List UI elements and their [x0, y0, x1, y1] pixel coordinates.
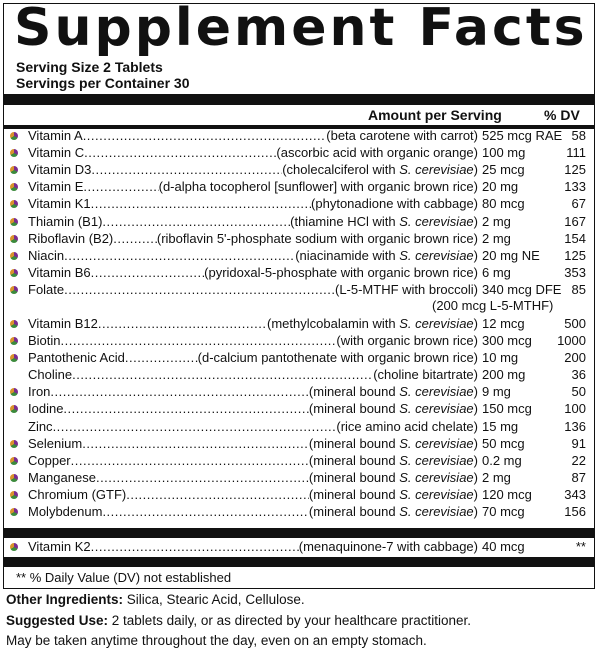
- nutrient-amount: 20 mg NE: [482, 247, 540, 263]
- nutrient-label-group: [28, 248, 478, 264]
- nutrient-source: (mineral bound S. cerevisiae): [308, 401, 478, 417]
- dot-leader: [91, 539, 299, 555]
- nutrient-label-group: [28, 487, 478, 503]
- nutrient-source: (cholecalciferol with S. cerevisiae): [282, 162, 478, 178]
- nutrient-source: (d-calcium pantothenate with organic brown rice): [197, 350, 478, 366]
- nutrient-daily-value: 58: [571, 128, 586, 143]
- nutrient-amount: 10 mg: [482, 350, 519, 366]
- whole-food-leaf-icon: [10, 337, 18, 345]
- nutrient-amount: 70 mcg: [482, 504, 525, 519]
- nutrient-amount: 2 mg: [482, 469, 511, 485]
- nutrient-name: Molybdenum: [28, 504, 103, 519]
- nutrient-amount: 2 mg: [482, 213, 511, 229]
- nutrient-label-group: [28, 316, 478, 332]
- thick-rule: [4, 94, 594, 105]
- nutrient-label-group: [28, 436, 478, 452]
- whole-food-leaf-icon: [10, 286, 18, 294]
- whole-food-leaf-icon: [10, 200, 18, 208]
- nutrient-name: Vitamin B6: [28, 264, 91, 280]
- whole-food-leaf-icon: [10, 269, 18, 277]
- nutrient-name: Biotin: [28, 333, 61, 348]
- dot-leader: [126, 487, 309, 503]
- nutrient-name: Copper: [28, 452, 71, 468]
- nutrient-row: [8, 470, 586, 486]
- nutrient-name: Vitamin K2: [28, 539, 91, 554]
- suggested-use-text: 2 tablets daily, or as directed by your healthcare practitioner.: [108, 613, 471, 628]
- other-ingredients: [6, 591, 305, 609]
- nutrient-name: Choline: [28, 367, 73, 383]
- nutrient-row: [8, 196, 586, 212]
- nutrient-label-group: [28, 214, 478, 230]
- nutrient-row: [8, 367, 586, 383]
- amount-per-serving-header: Amount per Serving: [368, 107, 502, 123]
- nutrient-name: Chromium (GTF): [28, 486, 127, 502]
- footnote: ** % Daily Value (DV) not established: [16, 570, 232, 585]
- nutrient-source: (rice amino acid chelate): [336, 418, 478, 434]
- dot-leader: [83, 128, 327, 144]
- nutrient-row: [8, 281, 586, 313]
- nutrient-name: Zinc: [28, 418, 53, 434]
- nutrient-amount: 340 mcg DFE: [482, 281, 562, 297]
- nutrient-label-group: [28, 231, 478, 247]
- dot-leader: [84, 145, 276, 161]
- nutrient-row: [8, 350, 586, 366]
- nutrient-row: [8, 384, 586, 400]
- dot-leader: [102, 214, 290, 230]
- dot-leader: [53, 419, 337, 435]
- whole-food-leaf-icon: [10, 405, 18, 413]
- nutrient-daily-value: 125: [564, 162, 586, 178]
- suggested-use-label: Suggested Use:: [6, 613, 109, 628]
- nutrient-extra-note: (200 mcg L-5-MTHF): [432, 297, 554, 313]
- supplement-facts-panel: [3, 0, 595, 589]
- nutrient-label-group: [28, 367, 478, 383]
- nutrient-row: [8, 487, 586, 503]
- nutrient-daily-value: 67: [571, 196, 586, 212]
- whole-food-leaf-icon: [10, 166, 18, 174]
- nutrient-name: Thiamin (B1): [28, 213, 103, 229]
- whole-food-leaf-icon: [10, 388, 18, 396]
- nutrient-amount: 150 mcg: [482, 401, 532, 417]
- dot-leader: [98, 316, 267, 332]
- dot-leader: [83, 179, 158, 195]
- nutrient-name: Riboflavin (B2): [28, 230, 114, 246]
- dot-leader: [64, 248, 295, 264]
- dot-leader: [63, 401, 308, 417]
- dot-leader: [61, 333, 337, 349]
- nutrient-row: [8, 265, 586, 281]
- nutrient-row: [8, 214, 586, 230]
- nutrient-row: [8, 316, 586, 332]
- nutrient-amount: 12 mcg: [482, 315, 525, 331]
- nutrient-row: [8, 248, 586, 264]
- nutrient-amount: 525 mcg RAE: [482, 128, 563, 143]
- nutrient-source: (mineral bound S. cerevisiae): [308, 384, 478, 400]
- nutrient-label-group: [28, 179, 478, 195]
- nutrient-amount: 20 mg: [482, 179, 519, 195]
- nutrient-row: [8, 145, 586, 161]
- nutrient-daily-value: 22: [571, 452, 586, 468]
- whole-food-leaf-icon: [10, 474, 18, 482]
- dot-leader: [102, 504, 308, 520]
- nutrient-row: [8, 231, 586, 247]
- nutrient-source: (methylcobalamin with S. cerevisiae): [267, 315, 478, 331]
- nutrient-daily-value: 500: [564, 315, 586, 331]
- nutrient-daily-value: 133: [564, 179, 586, 195]
- nutrient-amount: 0.2 mg: [482, 452, 522, 468]
- nutrient-source: (mineral bound S. cerevisiae): [308, 435, 478, 451]
- nutrient-source: (niacinamide with S. cerevisiae): [295, 247, 478, 263]
- nutrient-name: Iron: [28, 384, 51, 400]
- whole-food-leaf-icon: [10, 491, 18, 499]
- nutrient-name: Vitamin E: [28, 179, 84, 195]
- nutrient-source: (L-5-MTHF with broccoli): [334, 281, 478, 297]
- nutrient-row: [8, 504, 586, 520]
- serving-size: Serving Size 2 Tablets: [16, 59, 163, 75]
- whole-food-leaf-icon: [10, 149, 18, 157]
- other-ingredients-label: Other Ingredients:: [6, 592, 124, 607]
- nutrient-label-group: [28, 504, 478, 520]
- nutrient-row: [8, 128, 586, 144]
- other-ingredients-text: Silica, Stearic Acid, Cellulose.: [123, 592, 305, 607]
- nutrient-label-group: [28, 196, 478, 212]
- nutrient-row: [8, 333, 586, 349]
- dot-leader: [91, 265, 205, 281]
- nutrient-source: (with organic brown rice): [336, 333, 478, 348]
- nutrient-name: Iodine: [28, 401, 64, 417]
- nutrient-row: [8, 179, 586, 195]
- nutrient-label-group: [28, 453, 478, 469]
- nutrient-amount: 15 mg: [482, 418, 519, 434]
- nutrient-source: (pyridoxal-5-phosphate with organic brown rice): [204, 264, 478, 280]
- nutrient-daily-value: 50: [571, 384, 586, 400]
- nutrient-row: [8, 436, 586, 452]
- nutrient-source: (ascorbic acid with organic orange): [276, 145, 478, 161]
- nutrient-daily-value: 125: [564, 247, 586, 263]
- nutrient-source: (mineral bound S. cerevisiae): [308, 452, 478, 468]
- nutrient-row: [8, 539, 586, 555]
- nutrient-daily-value: 154: [564, 230, 586, 246]
- nutrient-source: (beta carotene with carrot): [326, 128, 478, 143]
- nutrient-daily-value: 85: [571, 281, 586, 297]
- nutrient-daily-value: 200: [564, 350, 586, 366]
- thick-rule: [4, 557, 594, 567]
- nutrient-source: (mineral bound S. cerevisiae): [308, 504, 478, 519]
- nutrient-amount: 300 mcg: [482, 333, 532, 348]
- nutrient-source: (menaquinone-7 with cabbage): [298, 539, 478, 554]
- dot-leader: [113, 231, 157, 247]
- nutrient-daily-value: **: [575, 539, 586, 554]
- nutrient-row: [8, 401, 586, 417]
- nutrient-name: Niacin: [28, 247, 65, 263]
- nutrient-source: (choline bitartrate): [373, 367, 478, 383]
- nutrient-amount: 200 mg: [482, 367, 526, 383]
- whole-food-leaf-icon: [10, 457, 18, 465]
- nutrient-label-group: [28, 384, 478, 400]
- nutrient-source: (mineral bound S. cerevisiae): [308, 486, 478, 502]
- nutrient-name: Vitamin K1: [28, 196, 91, 212]
- whole-food-leaf-icon: [10, 354, 18, 362]
- nutrient-label-group: [28, 470, 478, 486]
- whole-food-leaf-icon: [10, 440, 18, 448]
- nutrient-name: Selenium: [28, 435, 83, 451]
- dot-leader: [125, 350, 198, 366]
- nutrient-daily-value: 343: [564, 486, 586, 502]
- dot-leader: [91, 162, 282, 178]
- nutrient-source: (riboflavin 5'-phosphate sodium with organic brown rice): [156, 230, 478, 246]
- nutrient-label-group: [28, 539, 478, 555]
- nutrient-label-group: [28, 401, 478, 417]
- dot-leader: [91, 196, 311, 212]
- suggested-use: [6, 612, 471, 630]
- nutrient-name: Folate: [28, 281, 65, 297]
- nutrient-amount: 50 mcg: [482, 435, 525, 451]
- whole-food-leaf-icon: [10, 218, 18, 226]
- nutrient-daily-value: 1000: [557, 333, 586, 348]
- nutrient-daily-value: 87: [571, 469, 586, 485]
- thick-rule: [4, 528, 594, 538]
- nutrient-daily-value: 91: [571, 435, 586, 451]
- nutrient-name: Pantothenic Acid: [28, 350, 125, 366]
- whole-food-leaf-icon: [10, 543, 18, 551]
- nutrient-daily-value: 136: [564, 418, 586, 434]
- daily-value-header: % DV: [544, 107, 580, 123]
- nutrient-name: Vitamin B12: [28, 315, 98, 331]
- dot-leader: [50, 384, 309, 400]
- nutrient-daily-value: 156: [564, 504, 586, 519]
- whole-food-leaf-icon: [10, 183, 18, 191]
- nutrient-row: [8, 419, 586, 435]
- nutrient-row: [8, 162, 586, 178]
- panel-title: Supplement Facts: [14, 0, 588, 58]
- nutrient-daily-value: 353: [564, 264, 586, 280]
- nutrient-name: Vitamin D3: [28, 162, 92, 178]
- nutrient-amount: 6 mg: [482, 264, 511, 280]
- dot-leader: [96, 470, 309, 486]
- nutrient-amount: 80 mcg: [482, 196, 525, 212]
- nutrient-label-group: [28, 350, 478, 366]
- whole-food-leaf-icon: [10, 320, 18, 328]
- nutrient-name: Vitamin C: [28, 145, 85, 161]
- whole-food-leaf-icon: [10, 235, 18, 243]
- dot-leader: [64, 282, 335, 298]
- nutrient-amount: 120 mcg: [482, 486, 532, 502]
- servings-per-container: Servings per Container 30: [16, 75, 190, 91]
- nutrient-label-group: [28, 162, 478, 178]
- nutrient-daily-value: 167: [564, 213, 586, 229]
- whole-food-leaf-icon: [10, 508, 18, 516]
- nutrient-source: (thiamine HCl with S. cerevisiae): [290, 213, 478, 229]
- nutrient-label-group: [28, 333, 478, 349]
- nutrient-amount: 25 mcg: [482, 162, 525, 178]
- whole-food-leaf-icon: [10, 132, 18, 140]
- nutrient-source: (mineral bound S. cerevisiae): [308, 469, 478, 485]
- dot-leader: [82, 436, 309, 452]
- nutrient-label-group: [28, 128, 478, 144]
- nutrient-amount: 9 mg: [482, 384, 511, 400]
- nutrient-amount: 100 mg: [482, 145, 526, 161]
- whole-food-leaf-icon: [10, 252, 18, 260]
- nutrient-label-group: [28, 265, 478, 281]
- nutrient-name: Vitamin A: [28, 128, 83, 143]
- nutrient-daily-value: 36: [571, 367, 586, 383]
- nutrient-amount: 2 mg: [482, 230, 511, 246]
- nutrient-daily-value: 100: [564, 401, 586, 417]
- dot-leader: [72, 367, 373, 383]
- nutrient-name: Manganese: [28, 469, 96, 485]
- nutrient-label-group: [28, 419, 478, 435]
- nutrient-amount: 40 mcg: [482, 539, 525, 554]
- dot-leader: [71, 453, 309, 469]
- nutrient-source: (d-alpha tocopherol [sunflower] with organic brown rice): [158, 179, 478, 195]
- nutrient-daily-value: 111: [566, 145, 586, 161]
- nutrient-label-group: [28, 145, 478, 161]
- nutrient-label-group: [28, 282, 478, 298]
- nutrient-row: [8, 453, 586, 469]
- usage-note: May be taken anytime throughout the day, even on an empty stomach.: [6, 633, 427, 648]
- nutrient-source: (phytonadione with cabbage): [311, 196, 478, 212]
